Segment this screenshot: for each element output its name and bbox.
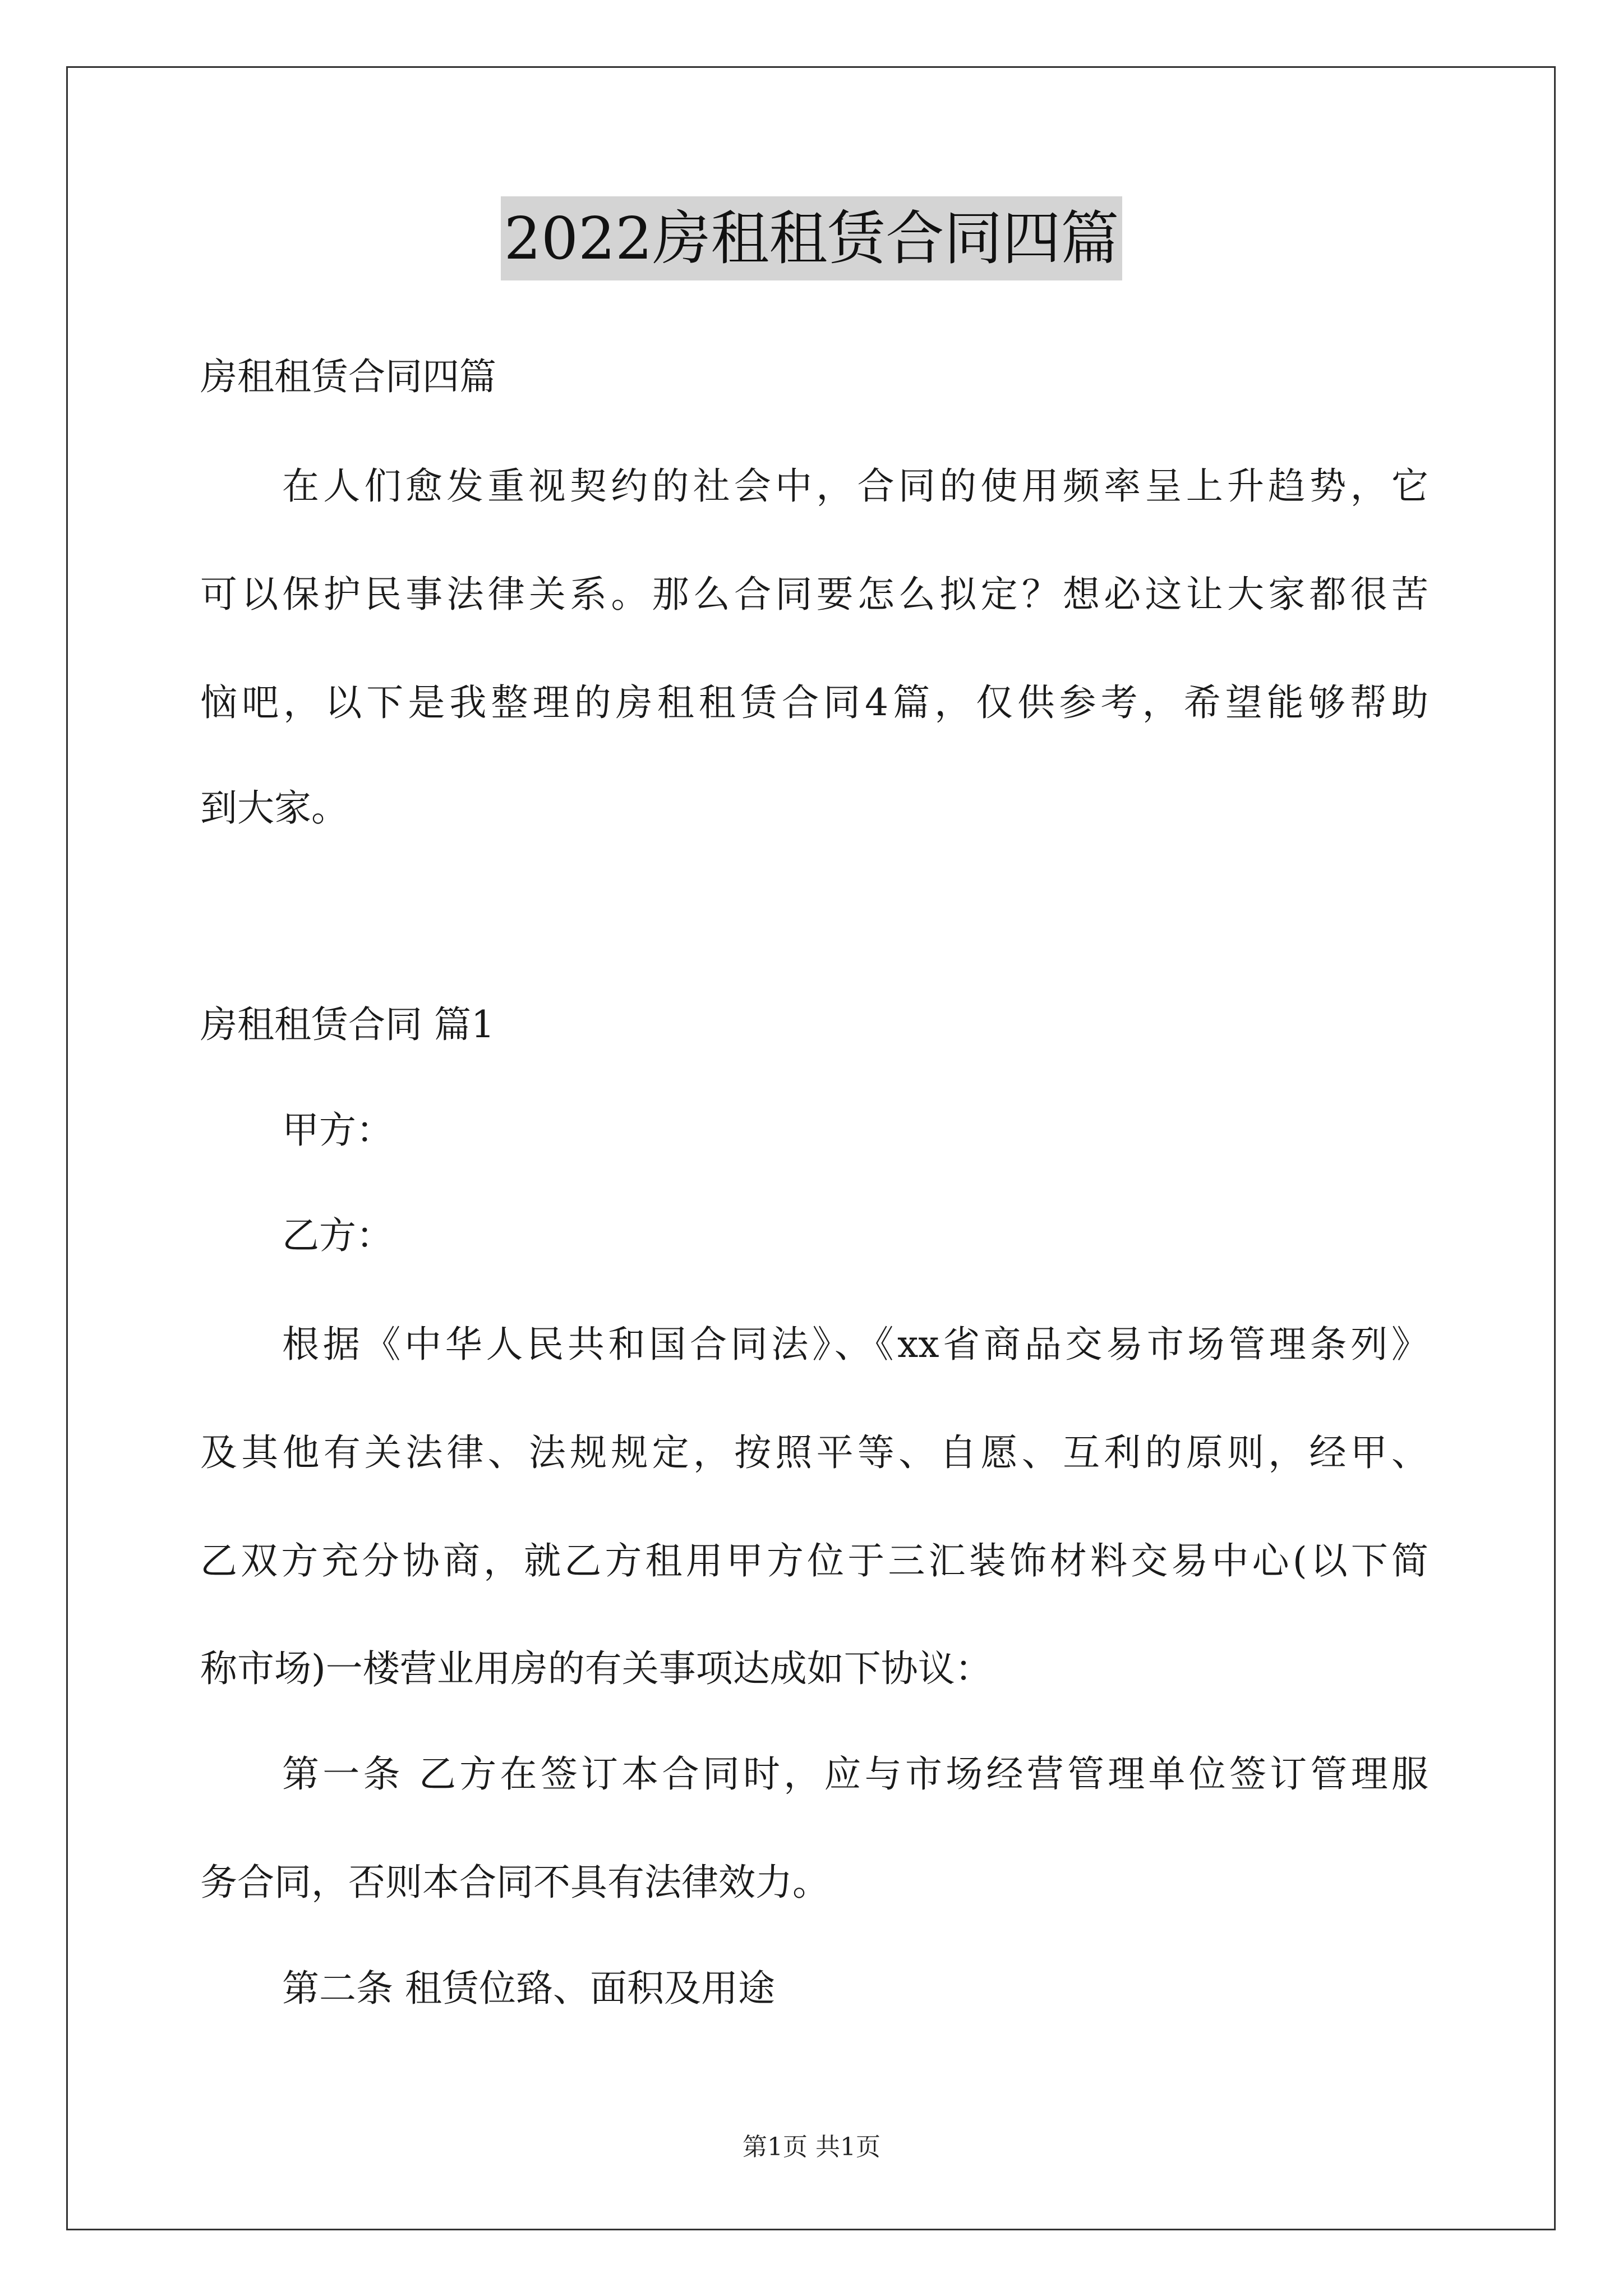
paragraph-line: 根据《中华人民共和国合同法》、《xx省商品交易市场管理条列》 [282, 1323, 1428, 1366]
paragraph-line: 称市场)一楼营业用房的有关事项达成如下协议： [200, 1647, 992, 1690]
article-line: 务合同，否则本合同不具有法律效力。 [200, 1861, 829, 1904]
party-b-label: 乙方： [282, 1214, 393, 1257]
paragraph-line: 恼吧，以下是我整理的房租租赁合同4篇，仅供参考，希望能够帮助 [200, 681, 1428, 724]
paragraph-line: 乙双方充分协商，就乙方租用甲方位于三汇装饰材料交易中心(以下简 [200, 1539, 1428, 1582]
title-container [0, 196, 1623, 280]
article-heading: 第二条 租赁位臵、面积及用途 [282, 1967, 775, 2010]
page-footer: 第1页 共1页 [743, 2133, 880, 2161]
paragraph-line: 可以保护民事法律关系。那么合同要怎么拟定？想必这让大家都很苦 [200, 573, 1428, 616]
intro-heading: 房租租赁合同四篇 [200, 355, 496, 398]
paragraph-line: 在人们愈发重视契约的社会中，合同的使用频率呈上升趋势，它 [282, 464, 1428, 508]
paragraph-line: 到大家。 [200, 786, 348, 830]
party-a-label: 甲方： [282, 1108, 393, 1152]
section-heading: 房租租赁合同 篇1 [200, 1003, 495, 1046]
document-title: 2022房租租赁合同四篇 [501, 196, 1123, 280]
paragraph-line: 及其他有关法律、法规规定，按照平等、自愿、互利的原则，经甲、 [200, 1431, 1428, 1474]
article-line: 第一条 乙方在签订本合同时，应与市场经营管理单位签订管理服 [282, 1752, 1428, 1796]
